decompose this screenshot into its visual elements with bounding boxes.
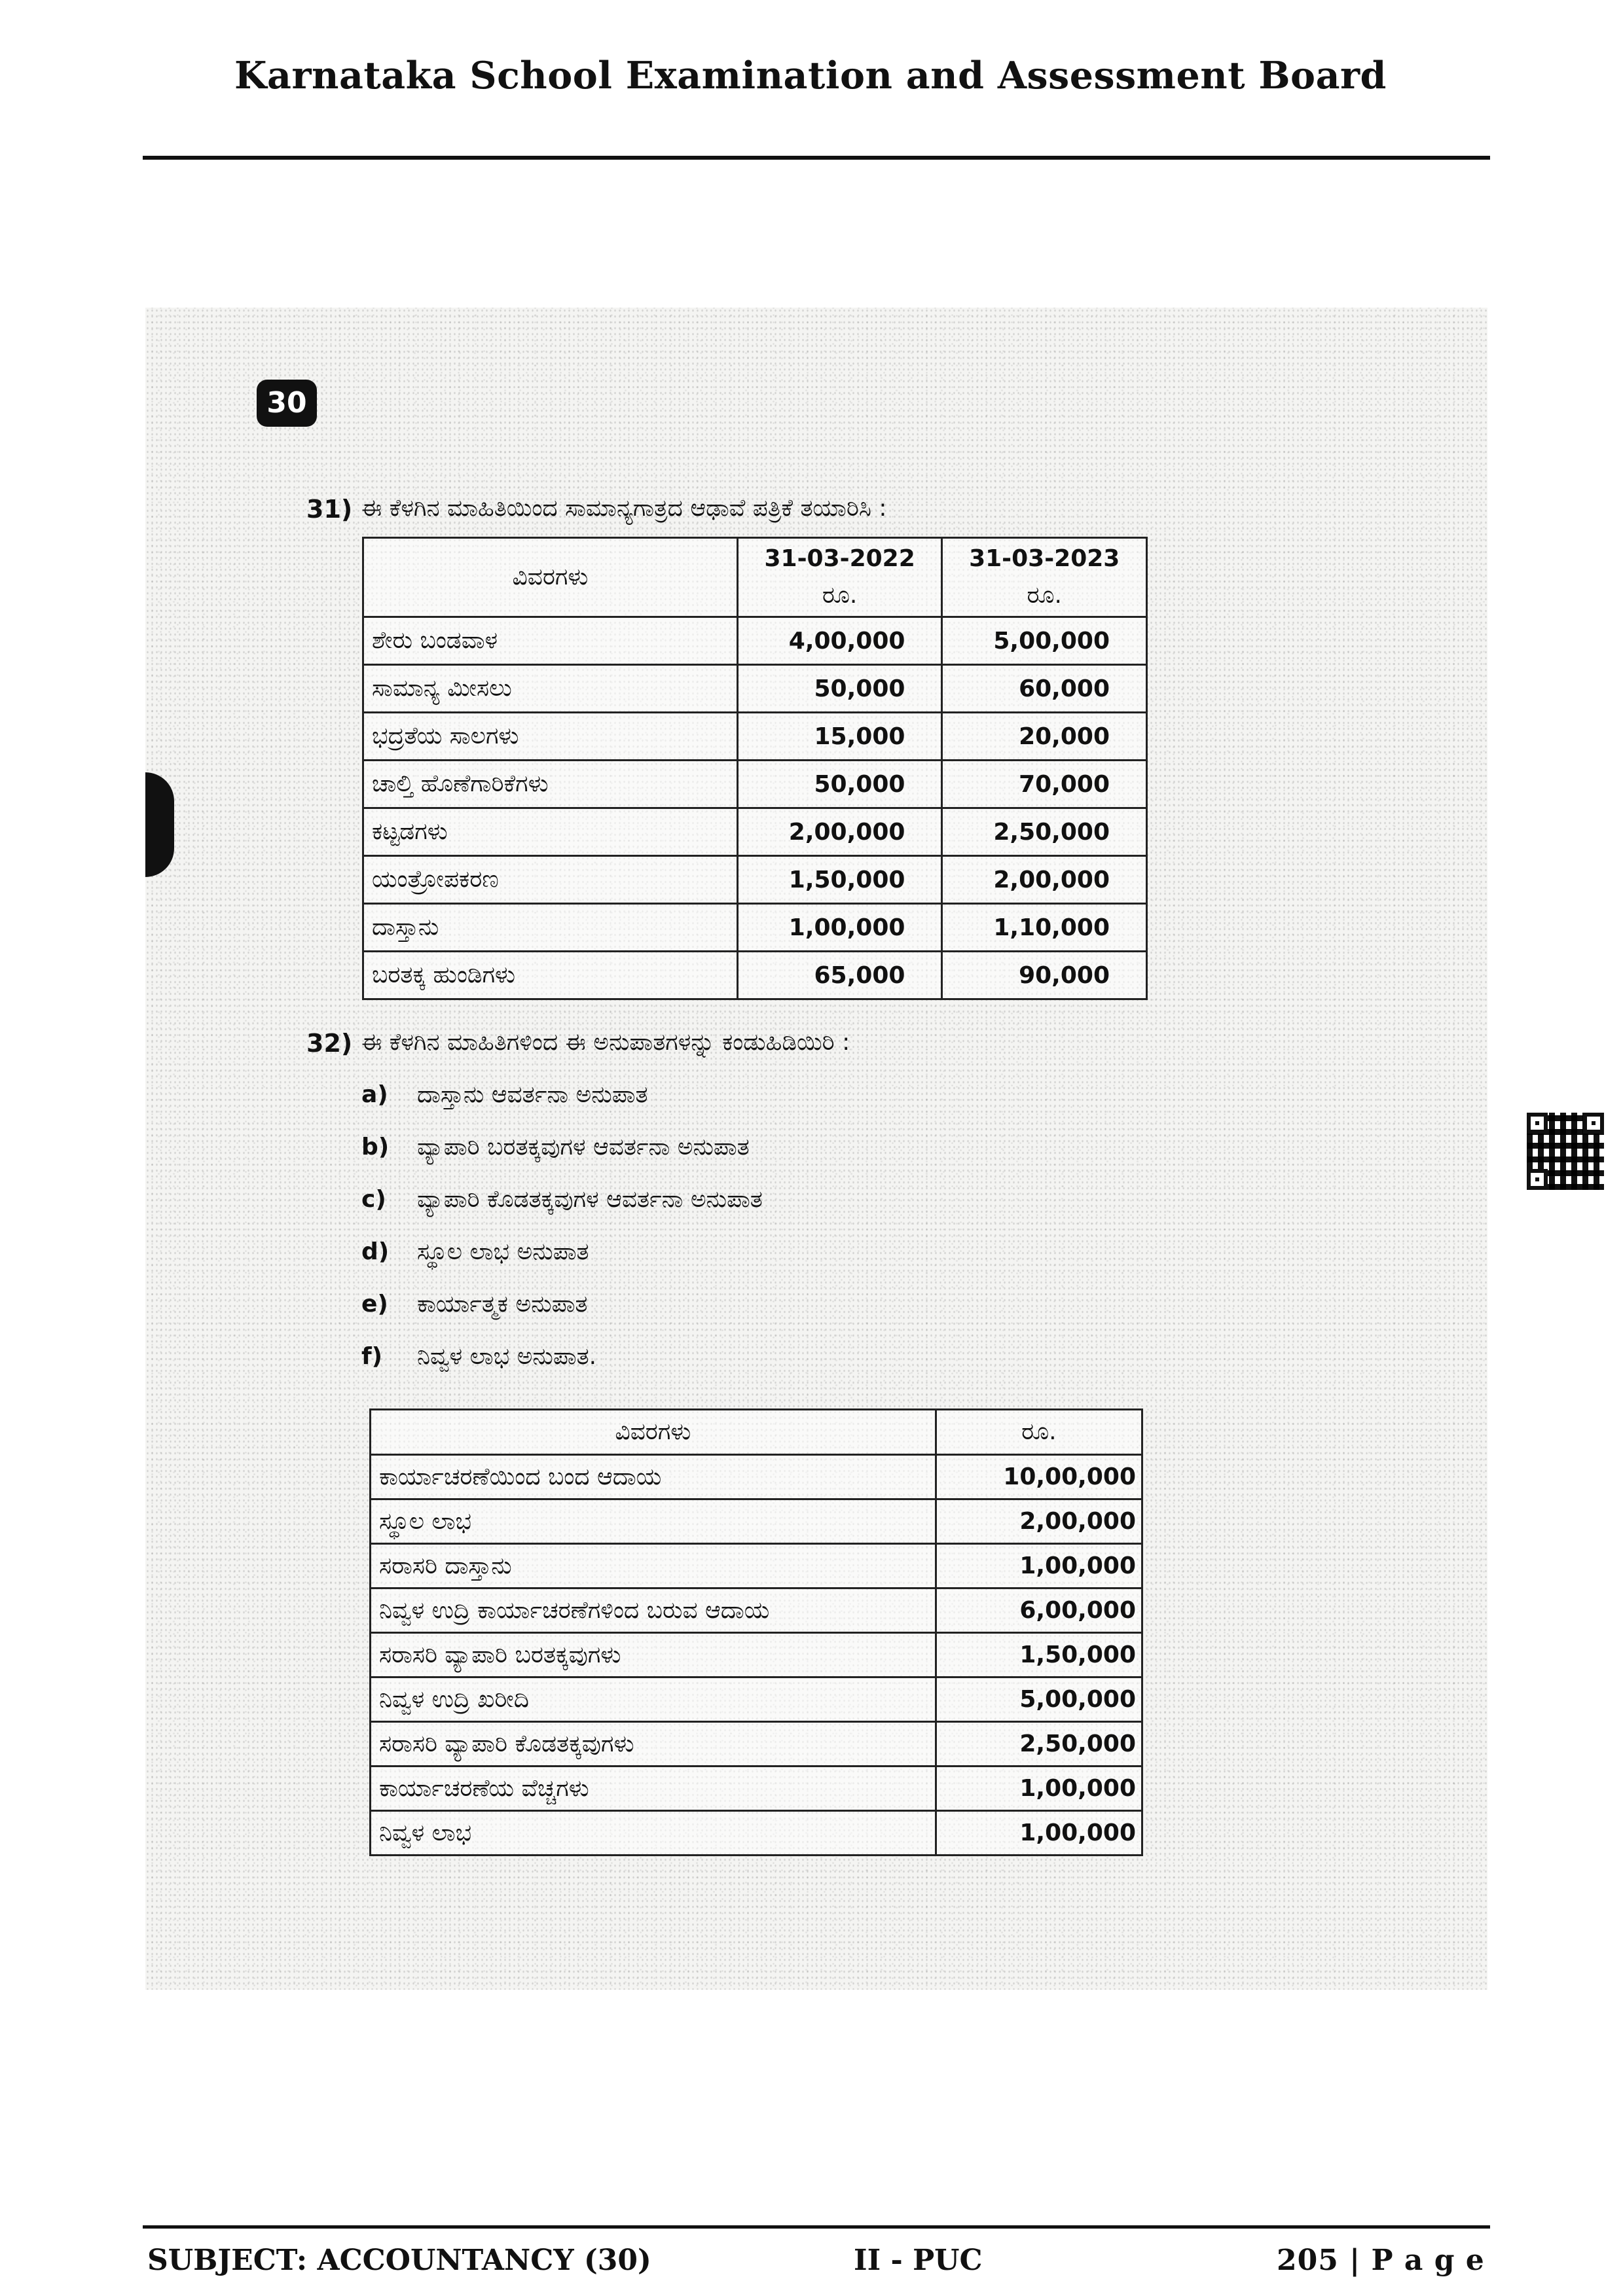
balance-sheet-data-table xyxy=(362,537,1148,1000)
ratio-data-table xyxy=(369,1408,1143,1856)
ratio-item-label: e) xyxy=(361,1291,388,1318)
table-row xyxy=(371,1722,1142,1767)
table-header-row xyxy=(363,538,1147,617)
ratio-item-text: ಕಾರ್ಯಾತ್ಮಕ ಅನುಪಾತ xyxy=(417,1291,588,1318)
row-value-2022: 2,00,000 xyxy=(737,808,942,856)
ratio-item-text: ದಾಸ್ತಾನು ಆವರ್ತನಾ ಅನುಪಾತ xyxy=(417,1081,648,1108)
row-label: ನಿವ್ವಳ ಲಾಭ xyxy=(371,1811,936,1856)
row-value-2022: 50,000 xyxy=(737,761,942,808)
question-31-number: 31) xyxy=(306,495,353,524)
row-label: ಶೇರು ಬಂಡವಾಳ xyxy=(363,617,738,665)
scanned-question-image xyxy=(145,308,1487,1990)
ratio-item-text: ವ್ಯಾಪಾರಿ ಬರತಕ್ಕವುಗಳ ಆವರ್ತನಾ ಅನುಪಾತ xyxy=(417,1134,750,1160)
row-label: ಕಾರ್ಯಾಚರಣೆಯಿಂದ ಬಂದ ಆದಾಯ xyxy=(371,1455,936,1499)
footer-divider xyxy=(143,2225,1490,2229)
table-row xyxy=(371,1811,1142,1856)
ratio-item-c xyxy=(361,1186,763,1213)
page-header-title: Karnataka School Examination and Assessment Board xyxy=(234,54,1387,98)
table-row xyxy=(363,665,1147,713)
row-value-2022: 1,00,000 xyxy=(737,904,942,952)
ratio-item-b xyxy=(361,1134,750,1161)
row-value: 2,00,000 xyxy=(936,1499,1142,1544)
header-date-2022-label: 31-03-2022 xyxy=(764,545,915,572)
row-label: ಭದ್ರತೆಯ ಸಾಲಗಳು xyxy=(363,713,738,761)
row-value: 1,50,000 xyxy=(936,1633,1142,1677)
table-row xyxy=(371,1633,1142,1677)
row-value-2022: 1,50,000 xyxy=(737,856,942,904)
ratio-item-a xyxy=(361,1081,648,1109)
row-label: ಚಾಲ್ತಿ ಹೊಣೆಗಾರಿಕೆಗಳು xyxy=(363,761,738,808)
header-date-2023-label: 31-03-2023 xyxy=(969,545,1120,572)
table-header-row xyxy=(371,1410,1142,1455)
row-label: ಸರಾಸರಿ ದಾಸ್ತಾನು xyxy=(371,1544,936,1588)
ratio-item-label: f) xyxy=(361,1343,383,1370)
row-value-2023: 2,50,000 xyxy=(942,808,1147,856)
ratio-item-label: d) xyxy=(361,1238,390,1265)
page-badge: 30 xyxy=(257,380,317,427)
qr-code-icon xyxy=(1527,1113,1604,1190)
table-row xyxy=(371,1499,1142,1544)
row-value-2023: 60,000 xyxy=(942,665,1147,713)
qr-finder-mark xyxy=(1527,1113,1548,1134)
row-value: 1,00,000 xyxy=(936,1811,1142,1856)
footer-subject: SUBJECT: ACCOUNTANCY (30) xyxy=(147,2244,651,2277)
ratio-item-label: a) xyxy=(361,1081,388,1108)
binding-hole-mark xyxy=(145,772,174,877)
table-row xyxy=(371,1544,1142,1588)
table-row xyxy=(363,617,1147,665)
question-32-text: ಈ ಕೆಳಗಿನ ಮಾಹಿತಿಗಳಿಂದ ಈ ಅನುಪಾತಗಳನ್ನು ಕಂಡುಹಿಡಿಯಿರಿ : xyxy=(361,1029,850,1056)
qr-finder-mark xyxy=(1583,1113,1604,1134)
row-value-2023: 20,000 xyxy=(942,713,1147,761)
row-value: 2,50,000 xyxy=(936,1722,1142,1767)
row-value: 5,00,000 xyxy=(936,1677,1142,1722)
row-value-2023: 90,000 xyxy=(942,952,1147,999)
row-value: 1,00,000 xyxy=(936,1544,1142,1588)
table-row xyxy=(363,952,1147,999)
row-label: ದಾಸ್ತಾನು xyxy=(363,904,738,952)
header-particulars: ವಿವರಗಳು xyxy=(371,1410,936,1455)
table-row xyxy=(363,904,1147,952)
table-row xyxy=(371,1455,1142,1499)
row-label: ನಿವ್ವಳ ಉದ್ರಿ ಖರೀದಿ xyxy=(371,1677,936,1722)
row-value-2023: 5,00,000 xyxy=(942,617,1147,665)
table-row xyxy=(363,761,1147,808)
table-row xyxy=(371,1677,1142,1722)
table-row xyxy=(363,856,1147,904)
header-unit: ರೂ. xyxy=(936,1410,1142,1455)
header-date-2023 xyxy=(942,538,1147,617)
table-row xyxy=(371,1767,1142,1811)
header-date-2022 xyxy=(737,538,942,617)
row-label: ಸರಾಸರಿ ವ್ಯಾಪಾರಿ ಕೊಡತಕ್ಕವುಗಳು xyxy=(371,1722,936,1767)
row-value-2022: 50,000 xyxy=(737,665,942,713)
row-value-2023: 70,000 xyxy=(942,761,1147,808)
row-value: 6,00,000 xyxy=(936,1588,1142,1633)
row-label: ಬರತಕ್ಕ ಹುಂಡಿಗಳು xyxy=(363,952,738,999)
header-unit-2022: ರೂ. xyxy=(822,582,858,609)
row-value: 1,00,000 xyxy=(936,1767,1142,1811)
row-label: ಸರಾಸರಿ ವ್ಯಾಪಾರಿ ಬರತಕ್ಕವುಗಳು xyxy=(371,1633,936,1677)
ratio-item-label: b) xyxy=(361,1134,390,1160)
row-label: ಕಾರ್ಯಾಚರಣೆಯ ವೆಚ್ಚಗಳು xyxy=(371,1767,936,1811)
row-value-2022: 65,000 xyxy=(737,952,942,999)
ratio-item-text: ವ್ಯಾಪಾರಿ ಕೊಡತಕ್ಕವುಗಳ ಆವರ್ತನಾ ಅನುಪಾತ xyxy=(417,1186,763,1213)
row-label: ನಿವ್ವಳ ಉದ್ರಿ ಕಾರ್ಯಾಚರಣೆಗಳಿಂದ ಬರುವ ಆದಾಯ xyxy=(371,1588,936,1633)
table-row xyxy=(363,713,1147,761)
row-value: 10,00,000 xyxy=(936,1455,1142,1499)
row-value-2023: 1,10,000 xyxy=(942,904,1147,952)
row-value-2023: 2,00,000 xyxy=(942,856,1147,904)
ratio-item-text: ನಿವ್ವಳ ಲಾಭ ಅನುಪಾತ. xyxy=(417,1343,597,1370)
table-row xyxy=(363,808,1147,856)
footer-class: II - PUC xyxy=(854,2244,983,2277)
ratio-item-e xyxy=(361,1291,588,1318)
header-particulars: ವಿವರಗಳು xyxy=(363,538,738,617)
footer-page-number: 205 | P a g e xyxy=(1277,2244,1485,2277)
question-32-number: 32) xyxy=(306,1029,353,1058)
row-label: ಕಟ್ಟಡಗಳು xyxy=(363,808,738,856)
question-31-text: ಈ ಕೆಳಗಿನ ಮಾಹಿತಿಯಿಂದ ಸಾಮಾನ್ಯಗಾತ್ರದ ಆಢಾವೆ ಪತ್ರಿಕೆ ತಯಾರಿಸಿ : xyxy=(361,495,887,522)
row-value-2022: 4,00,000 xyxy=(737,617,942,665)
header-divider xyxy=(143,156,1490,160)
row-label: ಸಾಮಾನ್ಯ ಮೀಸಲು xyxy=(363,665,738,713)
ratio-item-label: c) xyxy=(361,1186,386,1213)
ratio-item-f xyxy=(361,1343,596,1371)
row-value-2022: 15,000 xyxy=(737,713,942,761)
row-label: ಯಂತ್ರೋಪಕರಣ xyxy=(363,856,738,904)
row-label: ಸ್ಥೂಲ ಲಾಭ xyxy=(371,1499,936,1544)
header-unit-2023: ರೂ. xyxy=(1027,582,1062,609)
table-row xyxy=(371,1588,1142,1633)
ratio-item-d xyxy=(361,1238,589,1266)
ratio-item-text: ಸ್ಥೂಲ ಲಾಭ ಅನುಪಾತ xyxy=(417,1238,589,1265)
qr-finder-mark xyxy=(1527,1169,1548,1190)
